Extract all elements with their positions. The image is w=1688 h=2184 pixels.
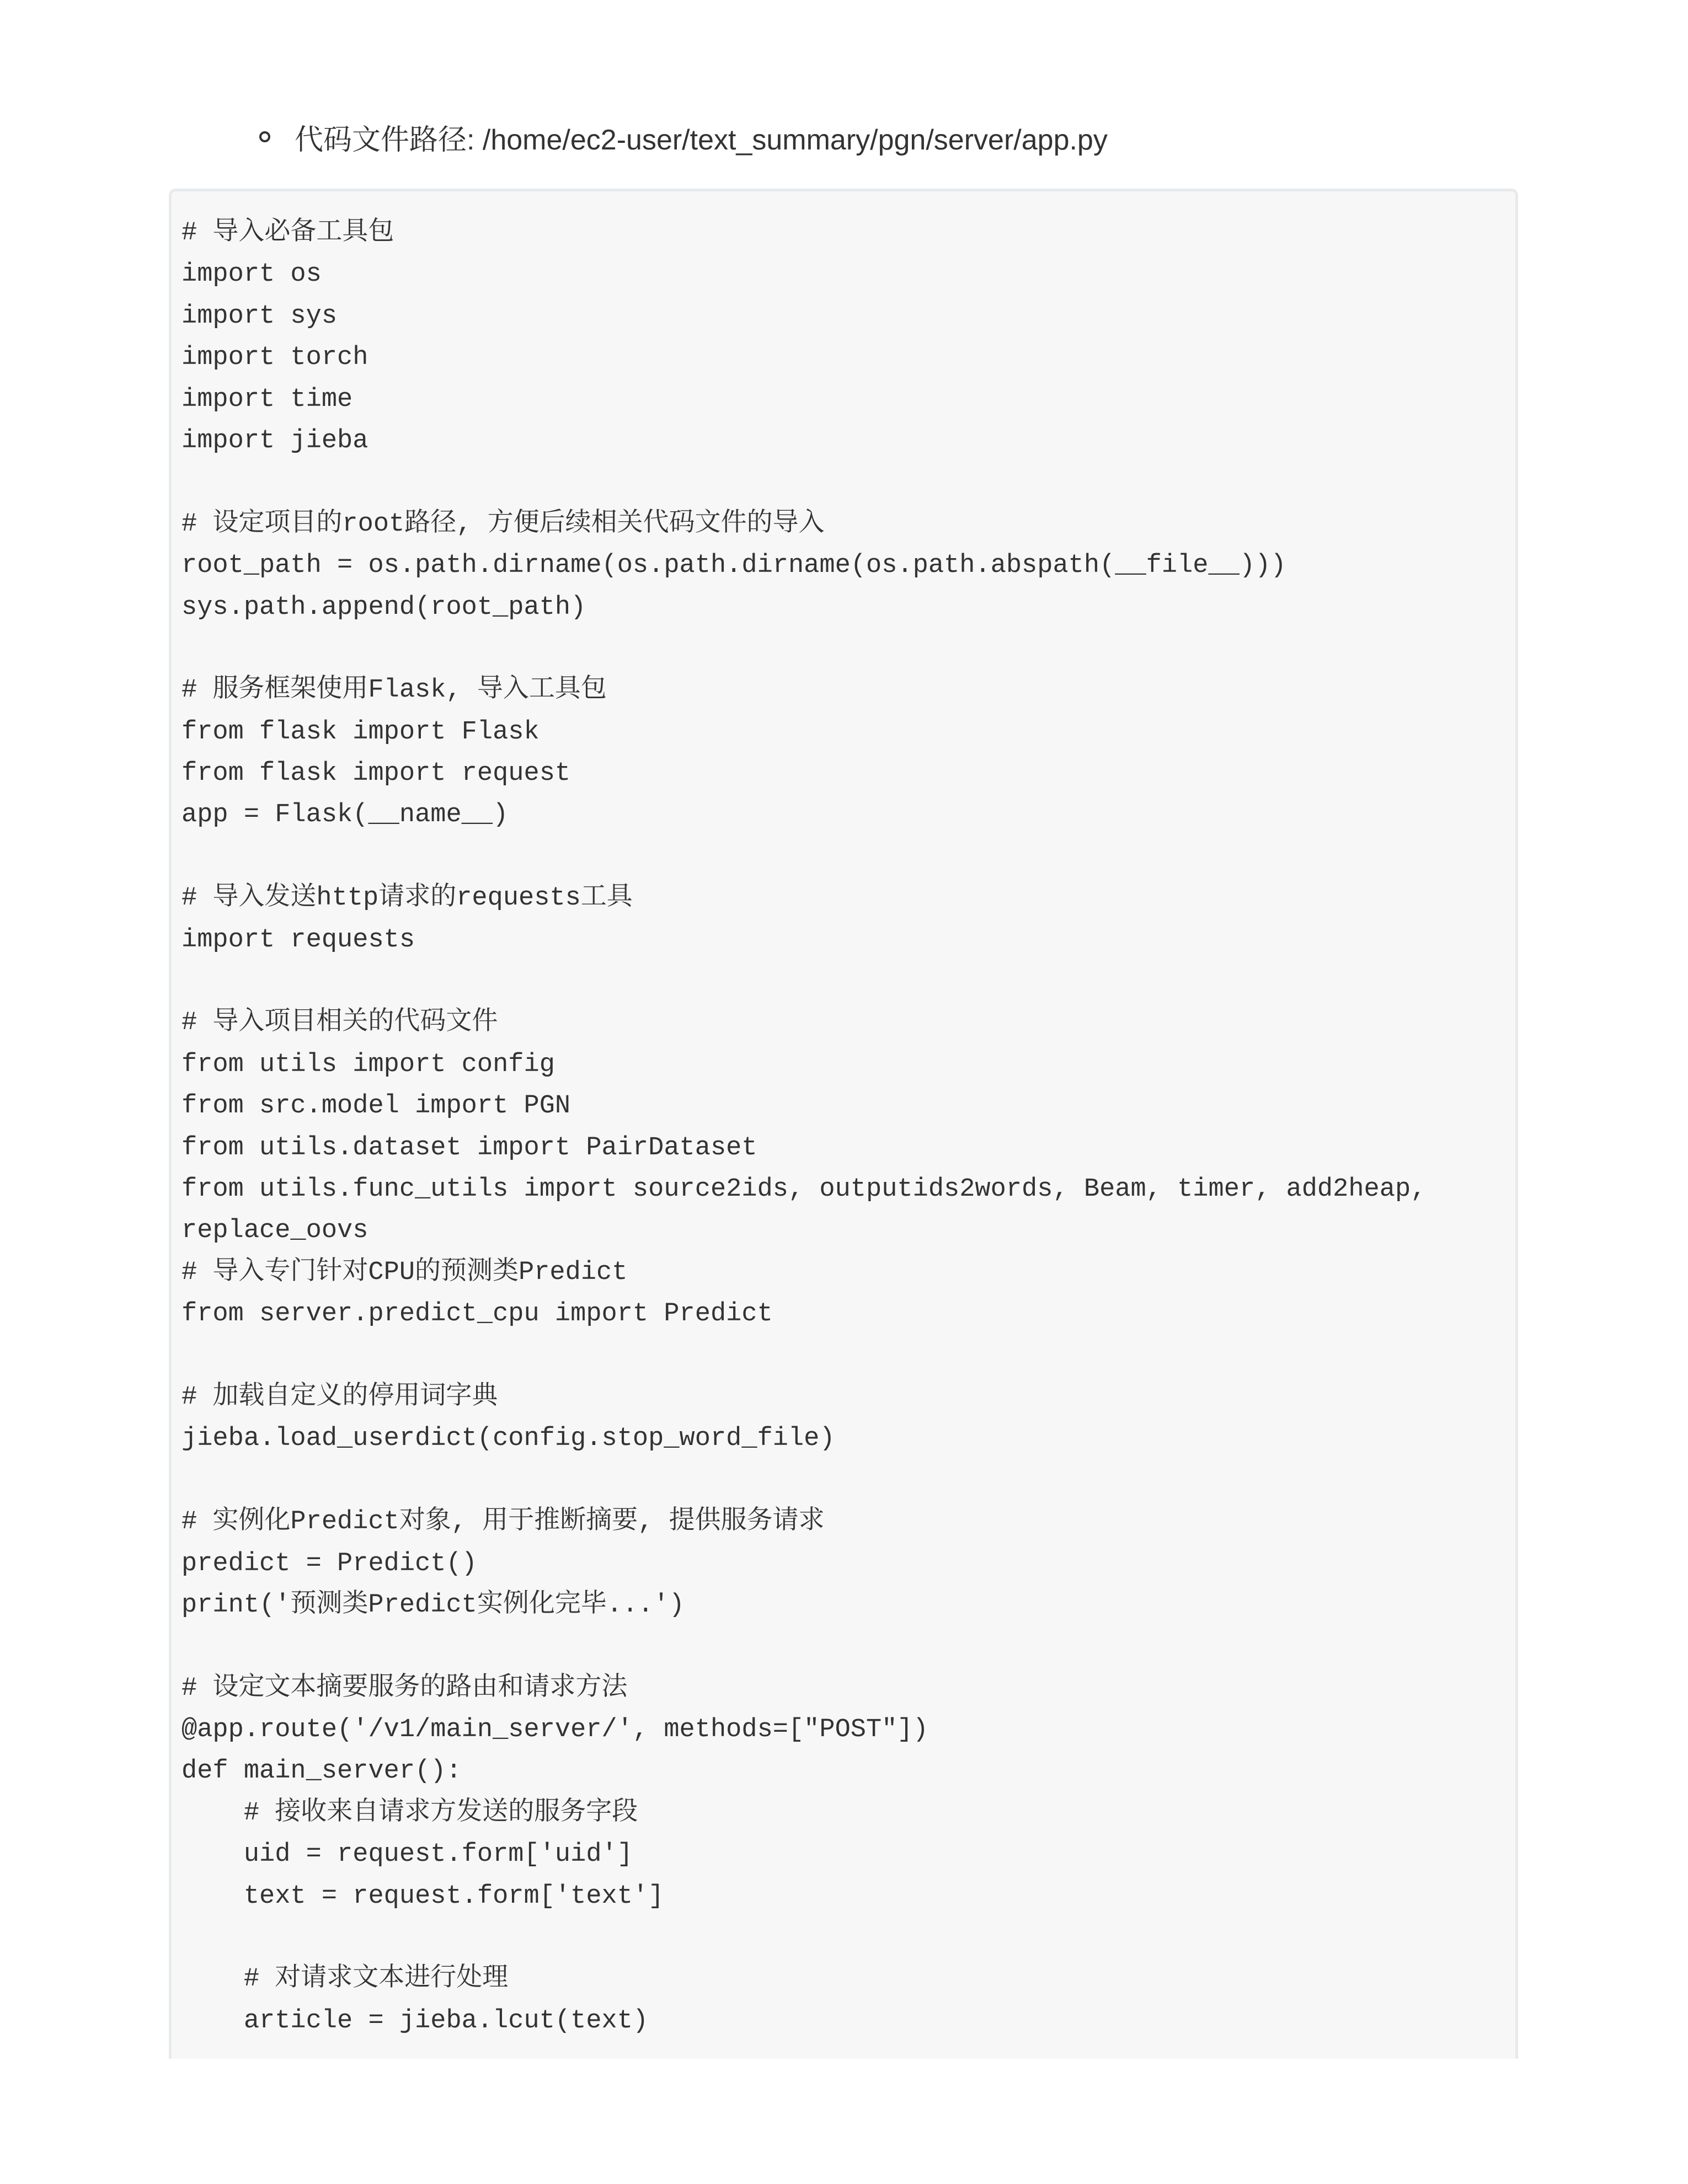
code-line: article = jieba.lcut(text) [181, 2006, 649, 2036]
code-line: import jieba [181, 426, 368, 456]
code-line: from src.model import PGN [181, 1091, 571, 1121]
code-line: app = Flask(__name__) [181, 800, 509, 830]
code-line: import requests [181, 925, 415, 955]
code-blank-line [181, 1626, 1493, 1667]
code-line: from utils.func_utils import source2ids, outputids2words, Beam, timer, add2heap, [181, 1174, 1427, 1204]
code-comment: # 导入发送http请求的requests工具 [181, 884, 633, 913]
code-blank-line [181, 628, 1493, 670]
code-comment: # 导入专门针对CPU的预测类Predict [181, 1257, 628, 1287]
code-line-wrapped: replace_oovs [181, 1216, 368, 1246]
code-comment: # 实例化Predict对象, 用于推断摘要, 提供服务请求 [181, 1507, 825, 1537]
code-line: import sys [181, 301, 338, 331]
code-comment: # 设定文本摘要服务的路由和请求方法 [181, 1673, 628, 1703]
code-blank-line [181, 836, 1493, 877]
code-comment: # 导入项目相关的代码文件 [181, 1008, 498, 1038]
code-line: from server.predict_cpu import Predict [181, 1299, 773, 1329]
code-comment: # 导入必备工具包 [181, 218, 394, 248]
code-line: import time [181, 384, 353, 414]
code-comment: # 接收来自请求方发送的服务字段 [181, 1798, 638, 1828]
code-line: predict = Predict() [181, 1549, 477, 1578]
code-line: from utils.dataset import PairDataset [181, 1133, 757, 1163]
code-block [169, 189, 1518, 2119]
code-comment: # 设定项目的root路径, 方便后续相关代码文件的导入 [181, 509, 825, 539]
code-blank-line [181, 462, 1493, 503]
code-line: jieba.load_userdict(config.stop_word_file) [181, 1424, 835, 1454]
code-line: root_path = os.path.dirname(os.path.dirname(os.path.abspath(__file__))) [181, 551, 1286, 581]
file-path-text: 代码文件路径: /home/ec2-user/text_summary/pgn/server/app.py [295, 124, 1108, 156]
code-line: sys.path.append(root_path) [181, 592, 586, 622]
code-line: from flask import Flask [181, 717, 539, 747]
code-line: import torch [181, 343, 368, 373]
code-line: def main_server(): [181, 1757, 462, 1786]
code-line: text = request.form['text'] [181, 1881, 664, 1911]
code-blank-line [181, 1917, 1493, 1958]
code-comment: # 对请求文本进行处理 [181, 1964, 509, 1994]
code-comment: # 服务框架使用Flask, 导入工具包 [181, 676, 607, 705]
code-line: @app.route('/v1/main_server/', methods=["POST"]) [181, 1715, 928, 1745]
code-blank-line [181, 1460, 1493, 1501]
code-lines [181, 212, 1493, 2042]
code-blank-line [181, 1335, 1493, 1377]
code-comment: # 加载自定义的停用词字典 [181, 1382, 498, 1412]
code-line: uid = request.form['uid'] [181, 1840, 633, 1870]
page-bottom-margin [0, 2059, 1688, 2184]
code-line: print('预测类Predict实例化完毕...') [181, 1590, 685, 1620]
hollow-bullet-icon [259, 131, 270, 142]
file-path-list-item [259, 115, 1108, 159]
code-line: import os [181, 260, 322, 290]
code-line: from utils import config [181, 1050, 555, 1079]
code-line: from flask import request [181, 759, 571, 789]
code-blank-line [181, 961, 1493, 1002]
